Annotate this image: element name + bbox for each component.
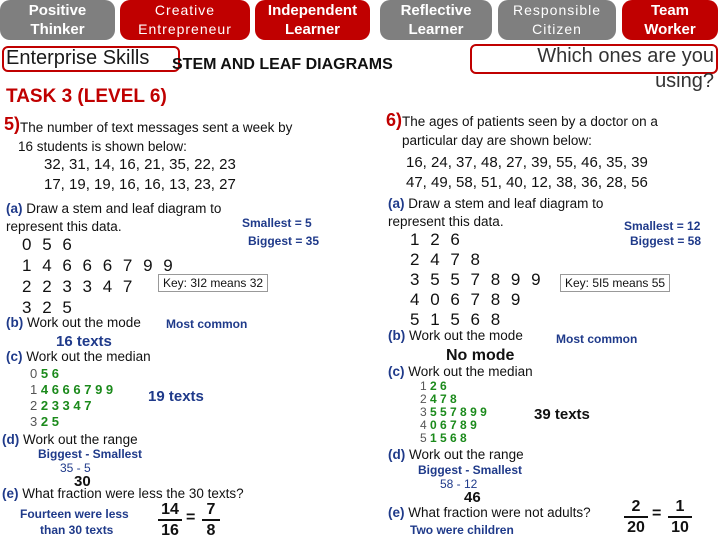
mode-answer: No mode [446, 347, 515, 364]
stem: 4 [410, 290, 423, 309]
part-label: (a) [388, 196, 405, 211]
data-line-2: 17, 19, 19, 16, 16, 13, 23, 27 [44, 176, 236, 193]
tab-responsible-citizen[interactable] [498, 0, 616, 40]
stem: 0 [30, 366, 38, 381]
fraction-numerator: 2 [624, 497, 648, 518]
fraction-1 [624, 497, 648, 537]
tab-label-line1: Responsible [512, 2, 602, 18]
median-answer: 39 texts [534, 406, 590, 423]
range-hint: Biggest - Smallest [418, 463, 523, 477]
leaves: 2 6 [430, 379, 447, 393]
mini-stem-leaf [30, 366, 113, 430]
range-hint: Biggest - Smallest [38, 447, 143, 461]
leaves: 0 6 7 8 9 [430, 290, 524, 309]
part-label: (a) [6, 201, 23, 216]
data-line-2: 47, 49, 58, 51, 40, 12, 38, 36, 28, 56 [406, 174, 648, 191]
stem-row [22, 255, 176, 276]
stem-row [22, 234, 176, 255]
stem: 0 [22, 235, 35, 254]
median-answer: 19 texts [148, 388, 204, 405]
tab-label-line1: Team [650, 2, 690, 19]
tab-reflective-learner[interactable] [380, 0, 492, 40]
stem: 2 [22, 277, 35, 296]
stem: 1 [30, 382, 38, 397]
question-number: 6) [386, 110, 403, 130]
part-label: (e) [2, 486, 19, 501]
leaves: 4 7 8 [430, 250, 484, 269]
leaves: 4 6 6 6 7 9 9 [40, 382, 114, 397]
mini-stem-leaf [420, 380, 487, 445]
part-b [6, 315, 141, 330]
tab-label-line1: Positive [28, 2, 87, 19]
mode-hint: Most common [556, 332, 638, 346]
part-text: Work out the range [23, 432, 138, 447]
data-line-1: 32, 31, 14, 16, 21, 35, 22, 23 [44, 156, 236, 173]
stem: 1 [22, 256, 35, 275]
stem: 3 [30, 414, 38, 429]
data-line-1: 16, 24, 37, 48, 27, 39, 55, 46, 35, 39 [406, 154, 648, 171]
tab-creative-entrepreneur[interactable] [120, 0, 250, 40]
biggest-note: Biggest = 58 [630, 234, 702, 248]
tab-team-worker[interactable] [622, 0, 718, 40]
stem-row [410, 230, 544, 250]
smallest-note: Smallest = 5 [242, 216, 312, 230]
stem: 1 [420, 379, 427, 393]
fraction-2 [202, 500, 220, 540]
stem: 3 [22, 298, 35, 317]
part-e [2, 486, 244, 501]
fraction-hint-1: Fourteen were less [20, 507, 129, 521]
tab-independent-learner[interactable] [255, 0, 370, 40]
part-text: Work out the mode [409, 328, 523, 343]
leaves: 2 5 [42, 298, 75, 317]
part-b [388, 328, 523, 343]
range-answer: 46 [464, 489, 481, 506]
leaves: 2 6 [430, 230, 463, 249]
leaves: 2 3 3 4 7 [40, 398, 92, 413]
leaves: 5 6 [42, 235, 75, 254]
stem: 5 [410, 310, 423, 329]
range-answer: 30 [74, 473, 91, 490]
fraction-denominator: 8 [206, 522, 216, 539]
mini-row [420, 432, 487, 445]
tab-label-line1: Reflective [400, 2, 472, 19]
key-box: Key: 5I5 means 55 [560, 274, 670, 292]
fraction-denominator: 10 [671, 519, 689, 536]
leaves: 5 5 7 8 9 9 [430, 270, 544, 289]
stem: 2 [30, 398, 38, 413]
mini-row [30, 366, 113, 382]
stem-row [22, 276, 176, 297]
stem-leaf-table [410, 230, 544, 330]
leaves: 5 5 7 8 9 9 [430, 405, 487, 419]
tab-label-line1: Independent [267, 2, 358, 19]
stem: 4 [420, 418, 427, 432]
mini-row [30, 382, 113, 398]
part-text: Work out the median [408, 364, 533, 379]
range-calc: 58 - 12 [440, 477, 478, 491]
question-intro: The ages of patients seen by a doctor on a particular day are shown below: [402, 114, 658, 148]
part-text: What fraction were less the 30 texts? [22, 486, 244, 501]
fraction-1 [158, 500, 182, 540]
leaves: 1 5 6 8 [430, 431, 467, 445]
part-d [2, 432, 138, 447]
leaves: 2 3 3 4 7 [42, 277, 136, 296]
part-label: (c) [6, 349, 23, 364]
part-a [6, 200, 266, 236]
part-text: Draw a stem and leaf diagram to represent this data. [388, 196, 604, 229]
mini-row [30, 398, 113, 414]
part-c [388, 364, 533, 379]
leaves: 2 5 [40, 414, 59, 429]
mode-answer: 16 texts [56, 333, 112, 350]
tab-label-line2: Entrepreneur [138, 21, 232, 37]
fraction-2 [668, 497, 692, 537]
stem-leaf-table [22, 234, 176, 318]
biggest-note: Biggest = 35 [248, 234, 320, 248]
fraction-numerator: 14 [158, 500, 182, 521]
stem: 3 [410, 270, 423, 289]
part-c [6, 349, 151, 364]
fraction-hint: Two were children [410, 523, 514, 537]
tab-positive-thinker[interactable] [0, 0, 115, 40]
fraction-hint-2: than 30 texts [40, 523, 114, 537]
part-d [388, 447, 524, 462]
which-prompt: Which ones are you using? [537, 45, 714, 92]
part-text: Work out the median [26, 349, 151, 364]
leaves: 0 6 7 8 9 [430, 418, 477, 432]
smallest-note: Smallest = 12 [624, 219, 701, 233]
stem: 2 [410, 250, 423, 269]
part-label: (b) [6, 315, 24, 330]
mode-hint: Most common [166, 317, 248, 331]
stem: 5 [420, 431, 427, 445]
page-title: STEM AND LEAF DIAGRAMS [172, 56, 393, 73]
fraction-numerator: 1 [668, 497, 692, 518]
stem-row [410, 310, 544, 330]
part-e [388, 505, 591, 520]
tab-label-line2: Learner [408, 21, 464, 38]
stem: 3 [420, 405, 427, 419]
leaves: 4 6 6 6 7 9 9 [42, 256, 176, 275]
stem: 1 [410, 230, 423, 249]
tab-label-line1: Creative [154, 2, 216, 18]
tab-label-line2: Citizen [532, 21, 582, 37]
leaves: 4 7 8 [430, 392, 457, 406]
part-text: Work out the range [409, 447, 524, 462]
leaves: 1 5 6 8 [430, 310, 504, 329]
key-box: Key: 3I2 means 32 [158, 274, 268, 292]
stem-row [410, 250, 544, 270]
range-calc: 35 - 5 [60, 461, 91, 475]
leaves: 5 6 [40, 366, 59, 381]
equals-sign: = [652, 505, 662, 522]
part-label: (d) [2, 432, 20, 447]
task-heading: TASK 3 (LEVEL 6) [6, 86, 167, 107]
part-text: Work out the mode [27, 315, 141, 330]
question-number: 5) [4, 114, 21, 134]
stem-row [410, 270, 544, 290]
tab-label-line2: Thinker [30, 21, 85, 38]
part-label: (b) [388, 328, 406, 343]
stem-row [410, 290, 544, 310]
enterprise-skills-label: Enterprise Skills [6, 47, 150, 69]
mini-row [30, 414, 113, 430]
stem: 2 [420, 392, 427, 406]
fraction-denominator: 16 [161, 522, 179, 539]
tab-label-line2: Worker [644, 21, 696, 38]
part-label: (d) [388, 447, 406, 462]
part-label: (c) [388, 364, 405, 379]
equals-sign: = [186, 509, 196, 526]
fraction-denominator: 20 [627, 519, 645, 536]
part-a [388, 195, 658, 231]
part-label: (e) [388, 505, 405, 520]
tab-label-line2: Learner [284, 21, 341, 38]
fraction-numerator: 7 [202, 500, 220, 521]
question-intro: The number of text messages sent a week by 16 students is shown below: [18, 120, 293, 154]
part-text: What fraction were not adults? [408, 505, 591, 520]
part-text: Draw a stem and leaf diagram to represent this data. [6, 201, 222, 234]
